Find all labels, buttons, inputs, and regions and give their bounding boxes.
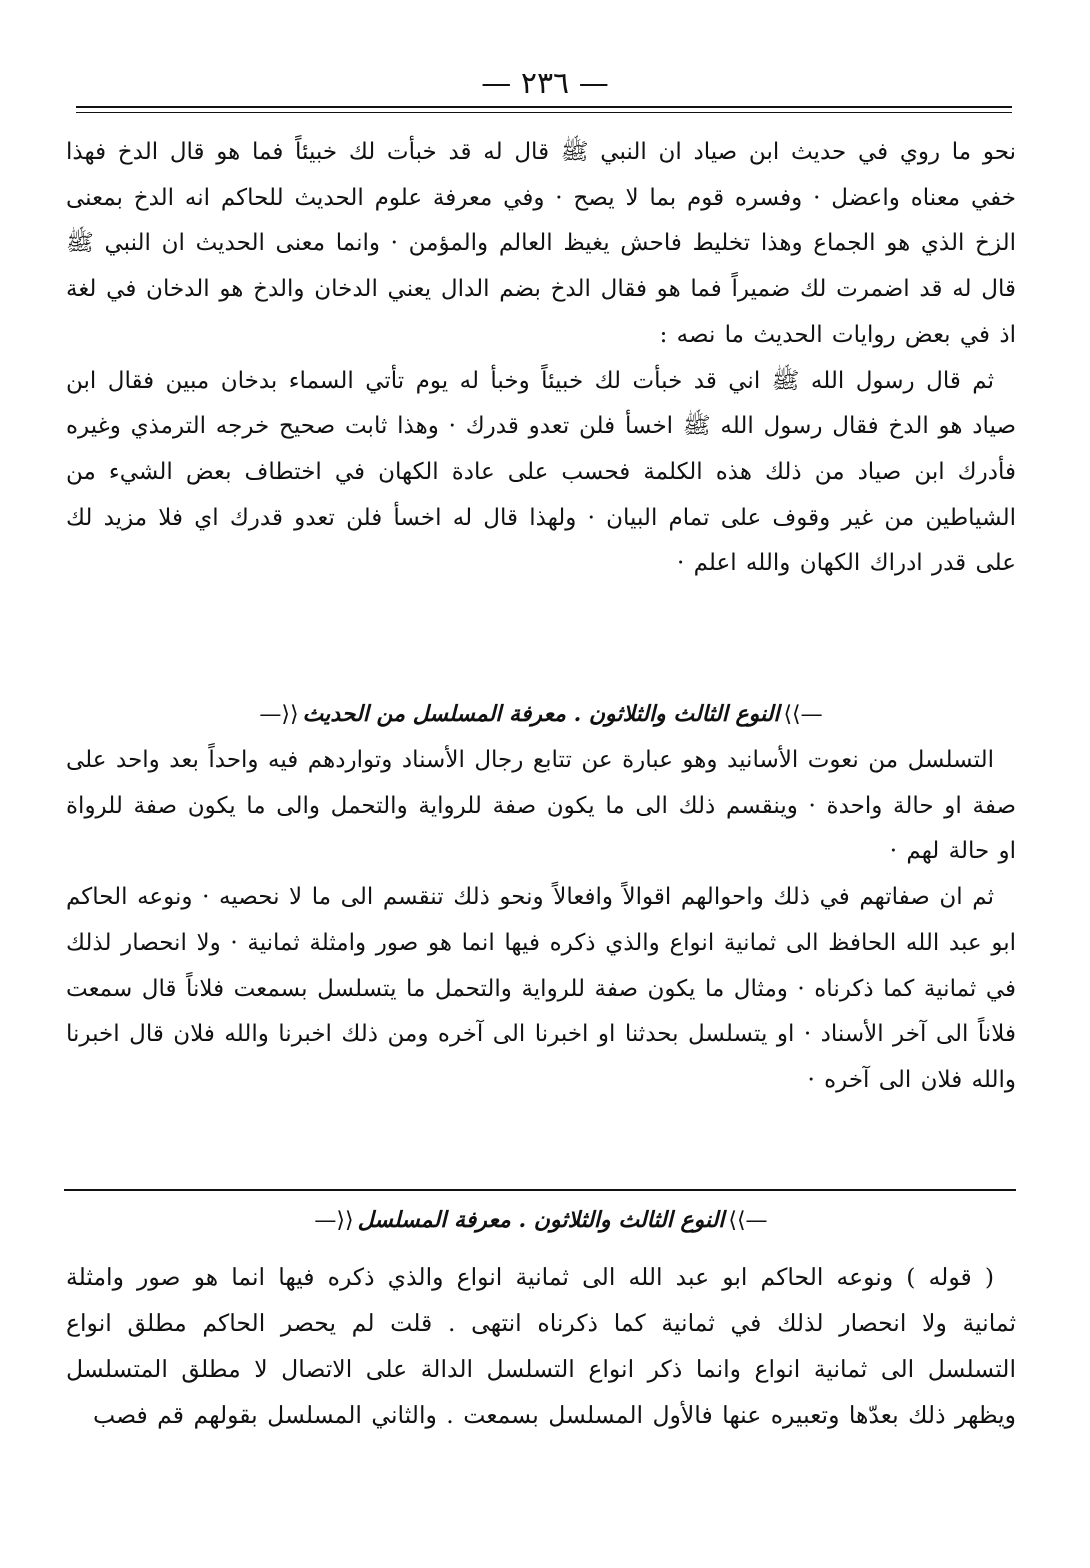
footnote-heading	[66, 1202, 1016, 1239]
page-number: — ٢٣٦ —	[481, 66, 609, 101]
footnote-rule	[64, 1189, 1016, 1191]
ornament-icon: —⟩⟩	[728, 1208, 768, 1233]
paragraph: نحو ما روي في حديث ابن صياد ان النبي ﷺ قال له قد خبأت لك خبيئاً فما هو قال الدخ فهذا خفي معناه واعضل · وفسره قوم بما لا يصح · وفي معرفة علوم الحديث للحاكم انه الدخ بمعنى الزخ الذي هو الجماع وهذا تخليط فاحش يغيظ العالم والمؤمن · وانما معنى الحديث ان النبي ﷺ قال له قد اضمرت لك ضميراً فما هو فقال الدخ بضم الدال يعني الدخان والدخ هو الدخان في لغة اذ في بعض روايات الحديث ما نصه :	[66, 139, 1016, 348]
ornament-icon: ⟨⟨—	[314, 1208, 354, 1233]
header-rule	[76, 106, 1012, 113]
paragraph: التسلسل من نعوت الأسانيد وهو عبارة عن تتابع رجال الأسناد وتواردهم فيه واحداً بعد واحد على صفة او حالة واحدة · وينقسم ذلك الى ما يكون صفة للرواية والتحمل والى ما يكون صفة للرواة او حالة لهم ·	[66, 747, 1016, 865]
footnote-text	[66, 1254, 1016, 1438]
ornament-icon: —⟩⟩	[783, 702, 823, 727]
ornament-icon: ⟨⟨—	[259, 702, 299, 727]
main-text	[66, 130, 1016, 587]
footnote-heading-text: النوع الثالث والثلاثون . معرفة المسلسل	[357, 1207, 725, 1233]
paragraph: ثم قال رسول الله ﷺ اني قد خبأت لك خبيئاً وخبأ له يوم تأتي السماء بدخان مبين فقال ابن صياد هو الدخ فقال رسول الله ﷺ اخسأ فلن تعدو قدرك · وهذا ثابت صحيح خرجه الترمذي وغيره فأدرك ابن صياد من ذلك هذه الكلمة فحسب على عادة الكهان في اختطاف بعض الشيء من الشياطين من غير وقوف على تمام البيان · ولهذا قال له اخسأ فلن تعدو قدرك اي فلا مزيد لك على قدر ادراك الكهان والله اعلم ·	[66, 367, 1016, 577]
paragraph: ( قوله ) ونوعه الحاكم ابو عبد الله الى ثمانية انواع والذي ذكره فيها انما هو صور وامثلة ثمانية ولا انحصار لذلك في ثمانية كما ذكرناه انتهى . قلت لم يحصر الحاكم مطلق انواع التسلسل الى ثمانية انواع وانما ذكر انواع التسلسل الدالة على الاتصال لا مطلق المتسلسل ويظهر ذلك بعدّها وتعبيره عنها فالأول المسلسل بسمعت . والثاني المسلسل بقولهم قم فصب	[66, 1263, 1016, 1429]
section-heading	[66, 696, 1016, 733]
section-text	[66, 738, 1016, 1104]
paragraph: ثم ان صفاتهم في ذلك واحوالهم اقوالاً وافعالاً ونحو ذلك تنقسم الى ما لا نحصيه · ونوعه الحاكم ابو عبد الله الحافظ الى ثمانية انواع والذي ذكره فيها انما هو صور وامثلة ثمانية · ولا انحصار لذلك في ثمانية كما ذكرناه · ومثال ما يكون صفة للرواية والتحمل ما يتسلسل بسمعت فلاناً قال سمعت فلاناً الى آخر الأسناد · او يتسلسل بحدثنا او اخبرنا الى آخره ومن ذلك اخبرنا والله فلان قال اخبرنا والله فلان الى آخره ·	[66, 884, 1016, 1093]
section-heading-text: النوع الثالث والثلاثون . معرفة المسلسل من الحديث	[302, 701, 780, 727]
